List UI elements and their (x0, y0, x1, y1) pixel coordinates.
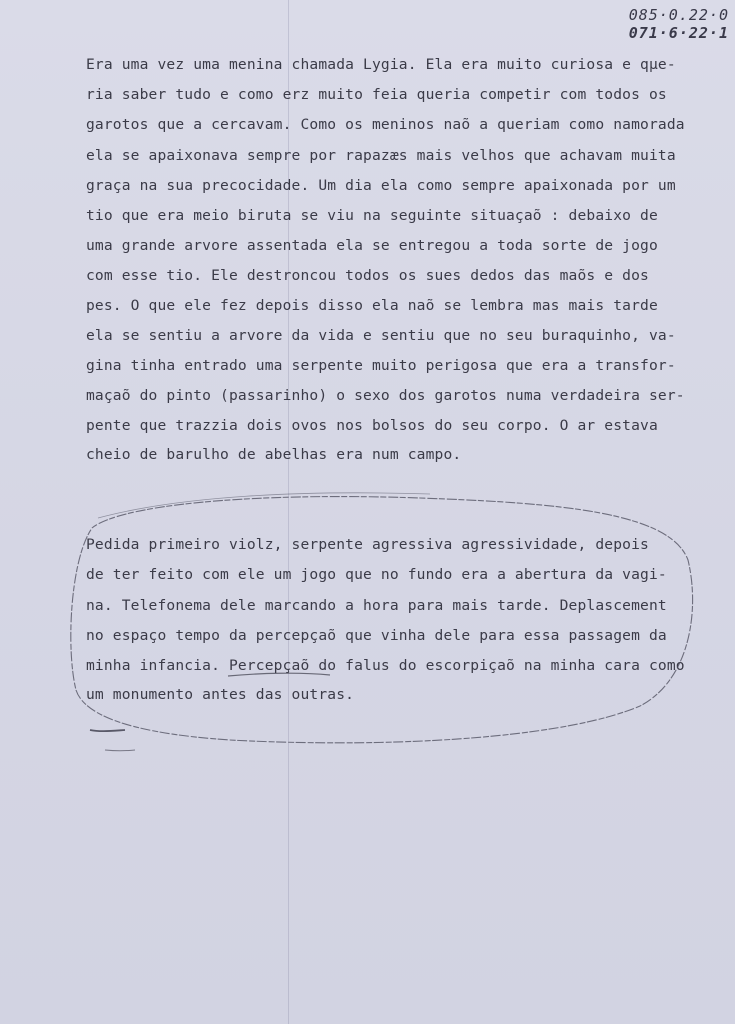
text-line: ria saber tudo e como erz muito feia queria competir com todos os (86, 86, 667, 103)
text-line: pes. O que ele fez depois disso ela naõ se lembra mas mais tarde (86, 297, 658, 314)
text-line: ela se apaixonava sempre por rapazæs mais velhos que achavam muita (86, 147, 676, 164)
reference-number-top: 085·0.22·0 (628, 6, 729, 24)
text-line: um monumento antes das outras. (86, 686, 355, 703)
text-line: de ter feito com ele um jogo que no fundo era a abertura da vagi- (86, 566, 667, 583)
text-line: maçaõ do pinto (passarinho) o sexo dos garotos numa verdadeira ser- (86, 387, 685, 404)
text-line: tio que era meio biruta se viu na seguinte situaçaõ : debaixo de (86, 207, 658, 224)
text-line: na. Telefonema dele marcando a hora para mais tarde. Deplascement (86, 597, 667, 614)
text-line: graça na sua precocidade. Um dia ela como sempre apaixonada por um (86, 177, 676, 194)
text-line: no espaço tempo da percepçaõ que vinha dele para essa passagem da (86, 627, 667, 644)
text-line: Pedida primeiro violz, serpente agressiva agressividade, depois (86, 536, 649, 553)
text-line: pente que trazzia dois ovos nos bolsos do seu corpo. O ar estava (86, 417, 658, 434)
reference-number-bottom: 071·6·22·1 (628, 24, 729, 42)
text-line: minha infancia. Percepçaõ do falus do escorpiçaõ na minha cara como (86, 657, 685, 674)
text-line: uma grande arvore assentada ela se entregou a toda sorte de jogo (86, 237, 658, 254)
text-line: Era uma vez uma menina chamada Lygia. Ela era muito curiosa e qµe- (86, 56, 676, 73)
text-line: gina tinha entrado uma serpente muito perigosa que era a transfor- (86, 357, 676, 374)
text-line: garotos que a cercavam. Como os meninos naõ a queriam como namorada (86, 116, 685, 133)
text-line: ela se sentiu a arvore da vida e sentiu que no seu buraquinho, va- (86, 327, 676, 344)
text-line: cheio de barulho de abelhas era num campo. (86, 446, 462, 463)
text-line: com esse tio. Ele destroncou todos os sues dedos das maõs e dos (86, 267, 649, 284)
